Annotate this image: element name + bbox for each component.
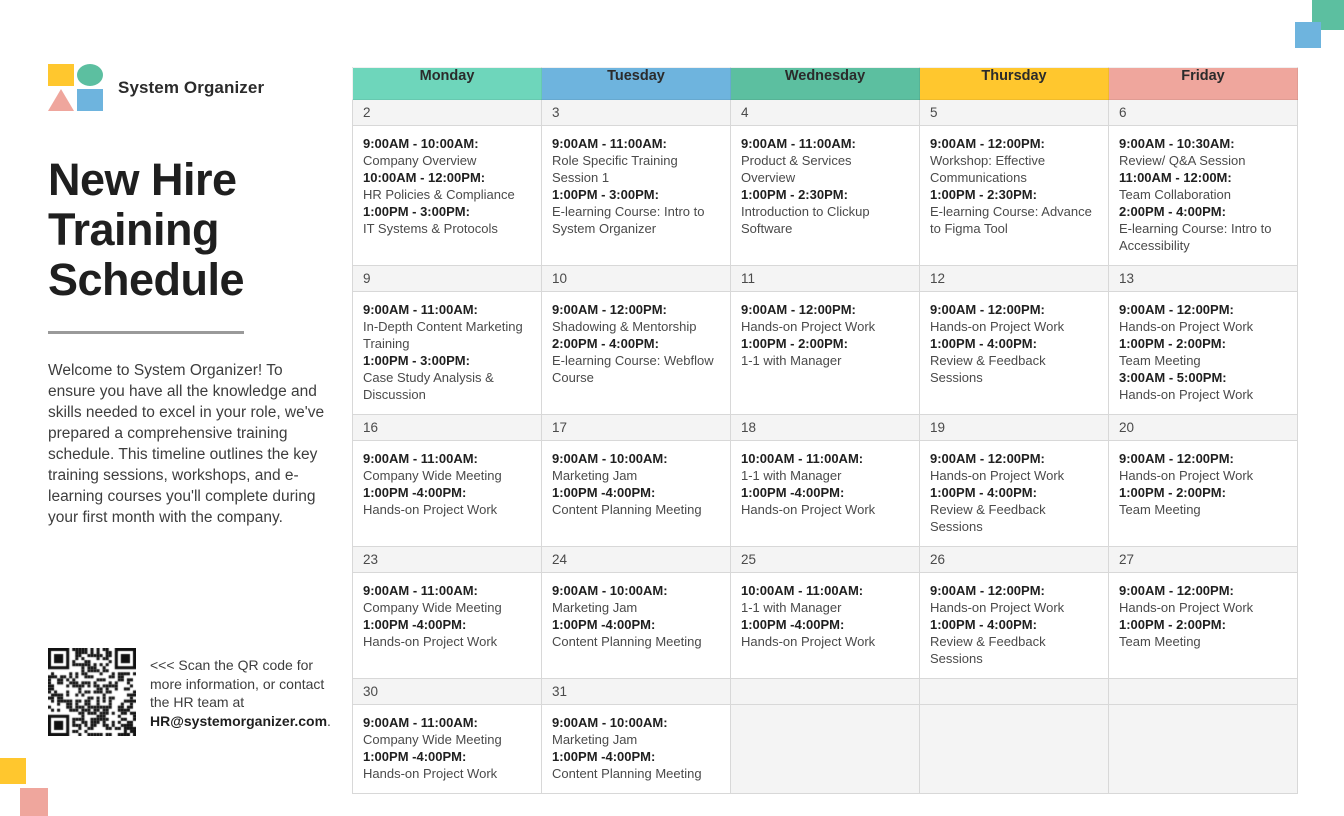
event-time: 1:00PM -4:00PM: [552,617,656,632]
calendar-event-row [353,705,1298,794]
calendar-header-row [353,68,1298,100]
calendar-day-cell[interactable] [353,705,542,794]
qr-line-2: more information, or [150,675,276,692]
calendar-day-cell[interactable] [731,441,920,547]
calendar-day-cell[interactable] [542,292,731,415]
calendar-date-cell[interactable]: 4 [731,100,920,126]
event-description: Hands-on Project Work [741,319,876,334]
event-time: 1:00PM - 4:00PM: [930,485,1037,500]
event-description: Content Planning Meeting [552,766,702,781]
qr-email-suffix: . [327,712,331,729]
event-description: Content Planning Meeting [552,502,702,517]
calendar-date-cell-empty [920,679,1109,705]
event-description: HR Policies & Compliance [363,187,515,202]
event-time: 9:00AM - 12:00PM: [930,136,1045,151]
calendar-day-cell[interactable] [1109,292,1298,415]
qr-contact-text [150,648,340,730]
event-time: 9:00AM - 11:00AM: [363,715,478,730]
event-description: Marketing Jam [552,468,638,483]
intro-paragraph: Welcome to System Organizer! To ensure you have all the knowledge and skills needed to excel in your role, we've prepared a comprehensive training schedule. This timeline outlines the key training sessions, workshops, and e-learning courses you'll complete during your first month with the company. [48,362,325,526]
event-description: Workshop: Effective Communications [930,153,1046,185]
calendar-event-row [353,292,1298,415]
calendar-day-cell[interactable] [1109,126,1298,266]
event-description: Hands-on Project Work [363,766,498,781]
calendar-header-thursday: Thursday [920,68,1109,100]
event-description: Hands-on Project Work [363,502,498,517]
event-time: 1:00PM - 2:00PM: [1119,336,1226,351]
calendar-date-cell[interactable]: 6 [1109,100,1298,126]
calendar-date-cell[interactable]: 27 [1109,547,1298,573]
event-time: 9:00AM - 12:00PM: [930,451,1045,466]
event-description: Hands-on Project Work [930,600,1065,615]
event-time: 1:00PM -4:00PM: [741,485,845,500]
brand-header [48,64,334,111]
calendar-day-cell[interactable] [353,292,542,415]
calendar-date-cell[interactable]: 13 [1109,266,1298,292]
event-time: 1:00PM -4:00PM: [363,617,467,632]
event-description: Hands-on Project Work [741,502,876,517]
event-description: Hands-on Project Work [741,634,876,649]
decoration-top-right-blue [1295,22,1321,48]
logo-green-circle-icon [77,64,103,86]
event-description: Content Planning Meeting [552,634,702,649]
event-description: E-learning Course: Intro to System Organizer [552,204,705,236]
calendar-date-cell[interactable]: 30 [353,679,542,705]
event-description: In-Depth Content Marketing Training [363,319,523,351]
calendar-header-tuesday: Tuesday [542,68,731,100]
calendar-day-cell[interactable] [920,441,1109,547]
logo-pink-triangle-icon [48,89,74,111]
event-description: Team Meeting [1119,502,1201,517]
calendar-date-cell[interactable]: 24 [542,547,731,573]
event-description: Company Wide Meeting [363,732,502,747]
event-description: 1-1 with Manager [741,353,842,368]
brand-name: System Organizer [118,77,265,97]
event-description: E-learning Course: Webflow Course [552,353,714,385]
event-time: 1:00PM - 3:00PM: [363,204,470,219]
calendar-day-cell[interactable] [1109,573,1298,679]
calendar-date-row [353,100,1298,126]
event-description: Hands-on Project Work [930,319,1065,334]
event-time: 1:00PM - 3:00PM: [552,187,659,202]
qr-code-icon[interactable] [48,648,136,736]
event-time: 9:00AM - 11:00AM: [363,583,478,598]
event-description: E-learning Course: Intro to Accessibility [1119,221,1272,253]
calendar-day-cell-empty [731,705,920,794]
event-time: 9:00AM - 12:00PM: [1119,451,1234,466]
calendar-date-cell[interactable]: 2 [353,100,542,126]
event-description: Hands-on Project Work [1119,387,1254,402]
event-time: 3:00AM - 5:00PM: [1119,370,1227,385]
event-description: Marketing Jam [552,600,638,615]
event-description: Company Wide Meeting [363,600,502,615]
event-description: Review & Feedback Sessions [930,502,1046,534]
event-description: 1-1 with Manager [741,468,842,483]
event-description: Hands-on Project Work [1119,319,1254,334]
calendar-date-row [353,266,1298,292]
event-time: 9:00AM - 11:00AM: [552,136,667,151]
event-time: 9:00AM - 11:00AM: [363,302,478,317]
event-description: Company Wide Meeting [363,468,502,483]
event-time: 1:00PM - 2:30PM: [741,187,848,202]
event-description: Introduction to Clickup Software [741,204,870,236]
calendar-date-cell[interactable]: 19 [920,415,1109,441]
qr-line-3: contact the HR team at [150,675,325,710]
event-description: Team Collaboration [1119,187,1232,202]
calendar-day-cell[interactable] [731,292,920,415]
calendar-date-cell[interactable]: 23 [353,547,542,573]
calendar-day-cell[interactable] [542,441,731,547]
event-time: 1:00PM - 3:00PM: [363,353,470,368]
title-divider [48,331,244,334]
event-time: 1:00PM -4:00PM: [741,617,845,632]
event-description: 1-1 with Manager [741,600,842,615]
calendar-header-monday: Monday [353,68,542,100]
event-description: Hands-on Project Work [1119,468,1254,483]
calendar-date-cell[interactable]: 9 [353,266,542,292]
hr-email[interactable]: HR@systemorganizer.com [150,712,328,729]
calendar-day-cell[interactable] [353,126,542,266]
event-time: 2:00PM - 4:00PM: [1119,204,1226,219]
calendar-date-cell[interactable]: 5 [920,100,1109,126]
logo-icon [48,64,104,111]
event-time: 9:00AM - 10:30AM: [1119,136,1235,151]
event-description: Team Meeting [1119,634,1201,649]
calendar-date-cell[interactable]: 31 [542,679,731,705]
calendar-date-cell-empty [1109,679,1298,705]
calendar-day-cell[interactable] [542,126,731,266]
calendar-date-row [353,547,1298,573]
calendar-date-cell[interactable]: 17 [542,415,731,441]
calendar-day-cell[interactable] [920,573,1109,679]
event-time: 9:00AM - 10:00AM: [552,715,668,730]
calendar-header-friday: Friday [1109,68,1298,100]
qr-contact-block [48,648,340,736]
event-description: Marketing Jam [552,732,638,747]
logo-blue-square-icon [77,89,103,111]
calendar-day-cell-empty [920,705,1109,794]
decoration-bottom-left-pink [20,788,48,816]
event-time: 9:00AM - 11:00AM: [741,136,856,151]
page-title: New Hire Training Schedule [48,154,245,305]
event-time: 9:00AM - 12:00PM: [930,583,1045,598]
event-description: Review/ Q&A Session [1119,153,1246,168]
calendar-date-row [353,415,1298,441]
calendar-date-cell-empty [731,679,920,705]
calendar-date-cell[interactable]: 20 [1109,415,1298,441]
event-time: 9:00AM - 12:00PM: [1119,302,1234,317]
event-time: 9:00AM - 10:00AM: [552,583,668,598]
qr-line-1: <<< Scan the QR code for [150,657,314,673]
event-description: Hands-on Project Work [930,468,1065,483]
training-schedule-calendar [352,67,1298,794]
calendar-day-cell[interactable] [542,705,731,794]
calendar-date-cell[interactable]: 3 [542,100,731,126]
calendar-day-cell[interactable] [353,441,542,547]
calendar-day-cell[interactable] [920,126,1109,266]
calendar-date-cell[interactable]: 26 [920,547,1109,573]
event-time: 9:00AM - 12:00PM: [552,302,667,317]
logo-yellow-square-icon [48,64,74,86]
calendar-date-cell[interactable]: 12 [920,266,1109,292]
event-description: Review & Feedback Sessions [930,353,1046,385]
event-description: E-learning Course: Advance to Figma Tool [930,204,1092,236]
event-time: 1:00PM - 4:00PM: [930,617,1037,632]
event-time: 1:00PM -4:00PM: [363,749,467,764]
calendar-day-cell[interactable] [731,126,920,266]
event-time: 10:00AM - 12:00PM: [363,170,486,185]
event-time: 10:00AM - 11:00AM: [741,451,864,466]
event-time: 9:00AM - 12:00PM: [930,302,1045,317]
calendar-day-cell[interactable] [731,573,920,679]
calendar-date-cell[interactable]: 11 [731,266,920,292]
event-time: 9:00AM - 12:00PM: [741,302,856,317]
calendar-day-cell[interactable] [1109,441,1298,547]
event-time: 1:00PM - 2:30PM: [930,187,1037,202]
calendar-day-cell-empty [1109,705,1298,794]
event-time: 1:00PM -4:00PM: [552,749,656,764]
event-description: Case Study Analysis & Discussion [363,370,494,402]
event-time: 9:00AM - 10:00AM: [363,136,479,151]
calendar-event-row [353,441,1298,547]
calendar-date-cell[interactable]: 16 [353,415,542,441]
calendar-day-cell[interactable] [920,292,1109,415]
event-description: Role Specific Training Session 1 [552,153,678,185]
event-time: 11:00AM - 12:00M: [1119,170,1232,185]
event-time: 1:00PM -4:00PM: [363,485,467,500]
event-time: 1:00PM - 2:00PM: [1119,617,1226,632]
sidebar [48,64,334,528]
calendar-date-cell[interactable]: 10 [542,266,731,292]
calendar-date-cell[interactable]: 18 [731,415,920,441]
event-description: IT Systems & Protocols [363,221,498,236]
decoration-bottom-left-yellow [0,758,26,784]
event-time: 9:00AM - 10:00AM: [552,451,668,466]
event-description: Review & Feedback Sessions [930,634,1046,666]
event-time: 2:00PM - 4:00PM: [552,336,659,351]
calendar-day-cell[interactable] [542,573,731,679]
event-time: 9:00AM - 12:00PM: [1119,583,1234,598]
calendar-event-row [353,573,1298,679]
event-time: 10:00AM - 11:00AM: [741,583,864,598]
calendar-body [353,100,1298,794]
event-description: Product & Services Overview [741,153,852,185]
event-time: 1:00PM - 2:00PM: [741,336,848,351]
calendar-date-cell[interactable]: 25 [731,547,920,573]
event-time: 1:00PM - 2:00PM: [1119,485,1226,500]
calendar-day-cell[interactable] [353,573,542,679]
event-time: 1:00PM - 4:00PM: [930,336,1037,351]
event-description: Hands-on Project Work [363,634,498,649]
calendar-date-row [353,679,1298,705]
event-description: Shadowing & Mentorship [552,319,697,334]
calendar-header-wednesday: Wednesday [731,68,920,100]
event-description: Company Overview [363,153,477,168]
event-description: Team Meeting [1119,353,1201,368]
event-time: 1:00PM -4:00PM: [552,485,656,500]
event-time: 9:00AM - 11:00AM: [363,451,478,466]
event-description: Hands-on Project Work [1119,600,1254,615]
calendar-event-row [353,126,1298,266]
